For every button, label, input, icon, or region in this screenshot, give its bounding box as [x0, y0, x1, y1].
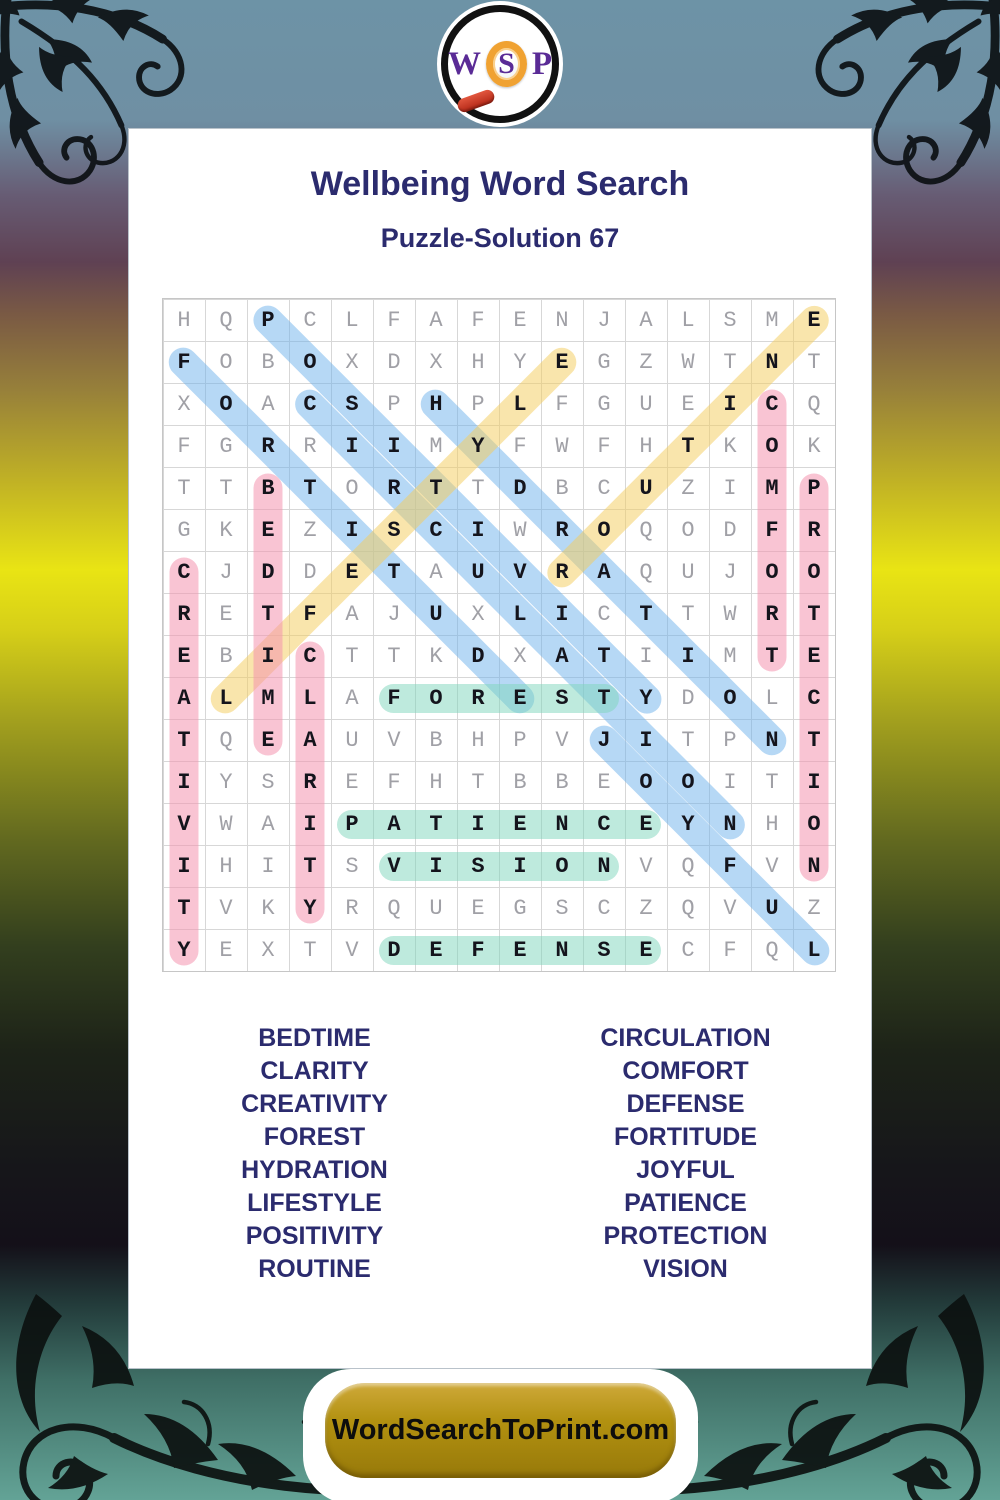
- grid-cell: I: [639, 643, 653, 669]
- grid-cell: L: [303, 685, 317, 711]
- grid-cell: G: [177, 517, 191, 543]
- word-list-item: CREATIVITY: [241, 1090, 388, 1118]
- grid-cell: X: [345, 349, 359, 375]
- grid-cell: C: [303, 307, 317, 333]
- grid-cell: H: [219, 853, 233, 879]
- grid-cell: R: [765, 601, 779, 627]
- grid-cell: S: [555, 895, 569, 921]
- footer-button-container: [303, 1369, 698, 1500]
- grid-cell: L: [219, 685, 233, 711]
- grid-cell: E: [261, 517, 275, 543]
- grid-cell: T: [597, 685, 611, 711]
- grid-cell: C: [597, 475, 611, 501]
- grid-cell: C: [807, 685, 821, 711]
- grid-cell: X: [261, 937, 275, 963]
- grid-cell: F: [513, 433, 527, 459]
- grid-cell: F: [387, 307, 401, 333]
- grid-cell: O: [345, 475, 359, 501]
- grid-cell: X: [513, 643, 527, 669]
- grid-cell: O: [807, 811, 821, 837]
- grid-cell: E: [681, 391, 695, 417]
- grid-cell: U: [345, 727, 359, 753]
- grid-cell: H: [429, 769, 443, 795]
- grid-cell: T: [597, 643, 611, 669]
- grid-cell: H: [177, 307, 191, 333]
- grid-cell: E: [513, 937, 527, 963]
- grid-cell: B: [513, 769, 527, 795]
- grid-cell: Y: [639, 685, 653, 711]
- grid-cell: F: [387, 685, 401, 711]
- grid-cell: L: [765, 685, 779, 711]
- grid-cell: R: [303, 433, 317, 459]
- grid-cell: M: [261, 685, 275, 711]
- grid-cell: T: [681, 433, 695, 459]
- grid-cell: T: [177, 727, 191, 753]
- grid-cell: W: [681, 349, 695, 375]
- grid-cell: S: [261, 769, 275, 795]
- grid-cell: Y: [303, 895, 317, 921]
- grid-cell: F: [765, 517, 779, 543]
- grid-cell: C: [597, 601, 611, 627]
- grid-cell: F: [303, 601, 317, 627]
- grid-cell: E: [639, 811, 653, 837]
- grid-cell: Y: [513, 349, 527, 375]
- grid-cell: I: [345, 433, 359, 459]
- grid-cell: V: [387, 727, 401, 753]
- grid-cell: R: [807, 517, 821, 543]
- word-list-item: LIFESTYLE: [247, 1189, 382, 1217]
- grid-cell: O: [303, 349, 317, 375]
- grid-cell: N: [555, 307, 569, 333]
- grid-cell: J: [387, 601, 401, 627]
- grid-cell: X: [177, 391, 191, 417]
- grid-cell: Q: [639, 517, 653, 543]
- grid-cell: T: [261, 601, 275, 627]
- grid-cell: B: [219, 643, 233, 669]
- grid-cell: H: [639, 433, 653, 459]
- grid-cell: M: [429, 433, 443, 459]
- grid-cell: P: [471, 391, 485, 417]
- grid-cell: J: [597, 307, 611, 333]
- grid-cell: Q: [387, 895, 401, 921]
- grid-cell: R: [303, 769, 317, 795]
- grid-cell: K: [219, 517, 233, 543]
- grid-cell: X: [429, 349, 443, 375]
- grid-cell: T: [303, 475, 317, 501]
- logo-letter-p: P: [531, 45, 552, 82]
- grid-cell: I: [261, 643, 275, 669]
- grid-cell: Q: [681, 853, 695, 879]
- grid-cell: D: [723, 517, 737, 543]
- grid-cell: I: [513, 853, 527, 879]
- grid-cell: F: [723, 853, 737, 879]
- grid-cell: Q: [807, 391, 821, 417]
- grid-cell: I: [639, 727, 653, 753]
- grid-cell: Z: [639, 895, 653, 921]
- grid-cell: N: [597, 853, 611, 879]
- grid-cell: O: [219, 349, 233, 375]
- grid-cell: Q: [219, 727, 233, 753]
- logo-letter-s: S: [498, 47, 515, 80]
- grid-cell: T: [807, 349, 821, 375]
- grid-cell: D: [387, 349, 401, 375]
- grid-cell: Y: [681, 811, 695, 837]
- grid-cell: S: [555, 685, 569, 711]
- grid-cell: V: [513, 559, 527, 585]
- word-list-column-1: [129, 1022, 500, 1286]
- grid-cell: G: [597, 391, 611, 417]
- grid-cell: C: [765, 391, 779, 417]
- grid-cell: C: [429, 517, 443, 543]
- grid-cell: C: [303, 391, 317, 417]
- grid-cell: L: [345, 307, 359, 333]
- grid-cell: V: [345, 937, 359, 963]
- grid-cell: A: [303, 727, 317, 753]
- word-list-item: PATIENCE: [624, 1189, 747, 1217]
- grid-cell: K: [429, 643, 443, 669]
- grid-cell: A: [261, 811, 275, 837]
- grid-cell: O: [765, 559, 779, 585]
- word-list-column-2: [500, 1022, 871, 1286]
- grid-cell: C: [303, 643, 317, 669]
- puzzle-grid: [162, 298, 836, 972]
- grid-cell: R: [555, 517, 569, 543]
- word-list-item: FOREST: [263, 1123, 366, 1151]
- puzzle-title: Wellbeing Word Search: [310, 165, 690, 203]
- grid-cell: D: [513, 475, 527, 501]
- grid-cell: M: [765, 307, 779, 333]
- grid-cell: T: [387, 559, 401, 585]
- grid-cell: R: [471, 685, 485, 711]
- grid-cell: E: [429, 937, 443, 963]
- grid-cell: T: [807, 727, 821, 753]
- grid-cell: S: [345, 391, 359, 417]
- grid-cell: R: [177, 601, 191, 627]
- grid-cell: F: [555, 391, 569, 417]
- grid-cell: G: [219, 433, 233, 459]
- grid-cell: T: [639, 601, 653, 627]
- grid-cell: T: [765, 769, 779, 795]
- grid-cell: B: [261, 475, 275, 501]
- grid-cell: K: [261, 895, 275, 921]
- grid-cell: I: [723, 475, 737, 501]
- grid-cell: I: [471, 811, 485, 837]
- grid-cell: F: [471, 937, 485, 963]
- grid-cell: K: [723, 433, 737, 459]
- word-list-item: FORTITUDE: [613, 1123, 758, 1151]
- grid-cell: A: [345, 601, 359, 627]
- grid-cell: V: [639, 853, 653, 879]
- grid-cell: C: [597, 895, 611, 921]
- grid-cell: W: [513, 517, 527, 543]
- grid-cell: Q: [639, 559, 653, 585]
- grid-cell: B: [555, 769, 569, 795]
- grid-cell: I: [471, 517, 485, 543]
- grid-cell: U: [429, 895, 443, 921]
- grid-cell: P: [723, 727, 737, 753]
- grid-cell: R: [261, 433, 275, 459]
- grid-cell: J: [219, 559, 233, 585]
- grid-cell: U: [639, 391, 653, 417]
- grid-cell: E: [219, 937, 233, 963]
- grid-cell: T: [471, 769, 485, 795]
- grid-cell: A: [639, 307, 653, 333]
- grid-cell: S: [345, 853, 359, 879]
- grid-cell: E: [345, 559, 359, 585]
- grid-cell: A: [177, 685, 191, 711]
- word-list-item: HYDRATION: [241, 1156, 388, 1184]
- grid-cell: A: [429, 307, 443, 333]
- grid-cell: T: [723, 349, 737, 375]
- grid-cell: I: [555, 601, 569, 627]
- grid-cell: O: [219, 391, 233, 417]
- grid-cell: I: [723, 391, 737, 417]
- grid-cell: Z: [807, 895, 821, 921]
- grid-cell: U: [765, 895, 779, 921]
- grid-cell: Y: [177, 937, 191, 963]
- grid-cell: O: [807, 559, 821, 585]
- grid-cell: O: [681, 517, 695, 543]
- grid-letter-layer: [163, 299, 835, 971]
- grid-cell: D: [261, 559, 275, 585]
- grid-cell: Z: [681, 475, 695, 501]
- grid-cell: F: [723, 937, 737, 963]
- grid-cell: E: [261, 727, 275, 753]
- grid-cell: V: [219, 895, 233, 921]
- grid-cell: E: [471, 895, 485, 921]
- word-list-item: DEFENSE: [626, 1090, 745, 1118]
- grid-cell: B: [555, 475, 569, 501]
- word-list-item: COMFORT: [622, 1057, 749, 1085]
- grid-cell: N: [723, 811, 737, 837]
- grid-cell: E: [555, 349, 569, 375]
- grid-cell: V: [555, 727, 569, 753]
- grid-cell: A: [387, 811, 401, 837]
- grid-cell: O: [555, 853, 569, 879]
- grid-cell: S: [471, 853, 485, 879]
- grid-cell: T: [471, 475, 485, 501]
- word-list-item: BEDTIME: [258, 1024, 371, 1052]
- grid-cell: E: [597, 769, 611, 795]
- grid-cell: I: [723, 769, 737, 795]
- grid-cell: T: [345, 643, 359, 669]
- grid-cell: D: [681, 685, 695, 711]
- logo-letter-w: W: [448, 45, 481, 82]
- grid-cell: F: [471, 307, 485, 333]
- grid-cell: O: [681, 769, 695, 795]
- grid-cell: Z: [639, 349, 653, 375]
- grid-cell: M: [723, 643, 737, 669]
- grid-cell: Q: [765, 937, 779, 963]
- grid-cell: S: [723, 307, 737, 333]
- grid-cell: O: [639, 769, 653, 795]
- grid-cell: B: [429, 727, 443, 753]
- grid-cell: X: [471, 601, 485, 627]
- grid-cell: D: [387, 937, 401, 963]
- grid-cell: P: [345, 811, 359, 837]
- grid-cell: O: [597, 517, 611, 543]
- grid-cell: N: [765, 349, 779, 375]
- grid-cell: V: [387, 853, 401, 879]
- grid-cell: W: [219, 811, 233, 837]
- grid-cell: A: [429, 559, 443, 585]
- grid-cell: T: [429, 475, 443, 501]
- grid-cell: B: [261, 349, 275, 375]
- grid-cell: C: [177, 559, 191, 585]
- grid-cell: E: [639, 937, 653, 963]
- site-logo[interactable]: [441, 5, 559, 123]
- grid-cell: L: [807, 937, 821, 963]
- grid-cell: K: [807, 433, 821, 459]
- grid-cell: E: [513, 811, 527, 837]
- grid-cell: I: [429, 853, 443, 879]
- grid-cell: O: [723, 685, 737, 711]
- grid-cell: F: [387, 769, 401, 795]
- grid-cell: Y: [471, 433, 485, 459]
- grid-cell: S: [597, 937, 611, 963]
- grid-cell: A: [345, 685, 359, 711]
- grid-cell: D: [303, 559, 317, 585]
- puzzle-subtitle: Puzzle-Solution 67: [380, 223, 620, 253]
- word-list-item: VISION: [643, 1255, 728, 1283]
- grid-cell: I: [303, 811, 317, 837]
- grid-cell: H: [471, 727, 485, 753]
- word-list: [129, 1022, 871, 1286]
- grid-cell: N: [555, 811, 569, 837]
- grid-cell: Z: [303, 517, 317, 543]
- grid-cell: P: [513, 727, 527, 753]
- grid-cell: T: [219, 475, 233, 501]
- grid-cell: I: [177, 853, 191, 879]
- grid-cell: E: [513, 307, 527, 333]
- grid-cell: E: [219, 601, 233, 627]
- grid-cell: T: [177, 475, 191, 501]
- word-list-item: CLARITY: [260, 1057, 369, 1085]
- grid-cell: M: [765, 475, 779, 501]
- puzzle-card: [128, 128, 872, 1369]
- grid-cell: N: [765, 727, 779, 753]
- grid-cell: H: [429, 391, 443, 417]
- grid-cell: I: [261, 853, 275, 879]
- grid-cell: I: [807, 769, 821, 795]
- grid-cell: T: [387, 643, 401, 669]
- grid-cell: T: [765, 643, 779, 669]
- grid-cell: F: [177, 433, 191, 459]
- grid-cell: L: [513, 601, 527, 627]
- grid-cell: T: [681, 727, 695, 753]
- grid-cell: V: [765, 853, 779, 879]
- grid-cell: C: [681, 937, 695, 963]
- grid-cell: H: [765, 811, 779, 837]
- grid-cell: O: [765, 433, 779, 459]
- magnifier-icon: [486, 41, 527, 87]
- grid-cell: I: [387, 433, 401, 459]
- grid-cell: F: [597, 433, 611, 459]
- grid-cell: W: [723, 601, 737, 627]
- grid-cell: H: [471, 349, 485, 375]
- grid-cell: G: [513, 895, 527, 921]
- grid-cell: O: [429, 685, 443, 711]
- grid-cell: T: [303, 853, 317, 879]
- grid-cell: C: [597, 811, 611, 837]
- word-list-item: CIRCULATION: [600, 1024, 771, 1052]
- word-list-item: POSITIVITY: [245, 1222, 384, 1250]
- grid-cell: L: [681, 307, 695, 333]
- grid-cell: E: [345, 769, 359, 795]
- grid-cell: U: [471, 559, 485, 585]
- grid-cell: U: [429, 601, 443, 627]
- grid-cell: Y: [219, 769, 233, 795]
- grid-cell: U: [681, 559, 695, 585]
- grid-cell: T: [807, 601, 821, 627]
- grid-cell: S: [387, 517, 401, 543]
- grid-cell: A: [555, 643, 569, 669]
- grid-cell: A: [261, 391, 275, 417]
- grid-cell: R: [555, 559, 569, 585]
- grid-cell: P: [807, 475, 821, 501]
- grid-cell: T: [429, 811, 443, 837]
- grid-cell: P: [387, 391, 401, 417]
- grid-cell: E: [513, 685, 527, 711]
- grid-cell: T: [177, 895, 191, 921]
- grid-cell: N: [555, 937, 569, 963]
- grid-cell: P: [261, 307, 275, 333]
- grid-cell: F: [177, 349, 191, 375]
- grid-cell: Q: [681, 895, 695, 921]
- grid-cell: T: [303, 937, 317, 963]
- grid-cell: W: [555, 433, 569, 459]
- grid-cell: I: [177, 769, 191, 795]
- grid-cell: E: [177, 643, 191, 669]
- grid-cell: A: [597, 559, 611, 585]
- grid-cell: V: [723, 895, 737, 921]
- grid-cell: E: [807, 307, 821, 333]
- word-list-item: JOYFUL: [636, 1156, 735, 1184]
- grid-cell: Q: [219, 307, 233, 333]
- grid-cell: I: [681, 643, 695, 669]
- grid-cell: U: [639, 475, 653, 501]
- word-list-item: ROUTINE: [258, 1255, 371, 1283]
- grid-cell: J: [723, 559, 737, 585]
- word-list-item: PROTECTION: [603, 1222, 768, 1250]
- grid-cell: D: [471, 643, 485, 669]
- grid-cell: G: [597, 349, 611, 375]
- grid-cell: I: [345, 517, 359, 543]
- magnifier-handle-icon: [456, 88, 496, 114]
- grid-cell: R: [345, 895, 359, 921]
- grid-cell: N: [807, 853, 821, 879]
- grid-cell: J: [597, 727, 611, 753]
- grid-cell: R: [387, 475, 401, 501]
- grid-cell: L: [513, 391, 527, 417]
- grid-cell: E: [807, 643, 821, 669]
- grid-cell: T: [681, 601, 695, 627]
- grid-cell: V: [177, 811, 191, 837]
- website-link-button[interactable]: WordSearchToPrint.com: [325, 1383, 676, 1478]
